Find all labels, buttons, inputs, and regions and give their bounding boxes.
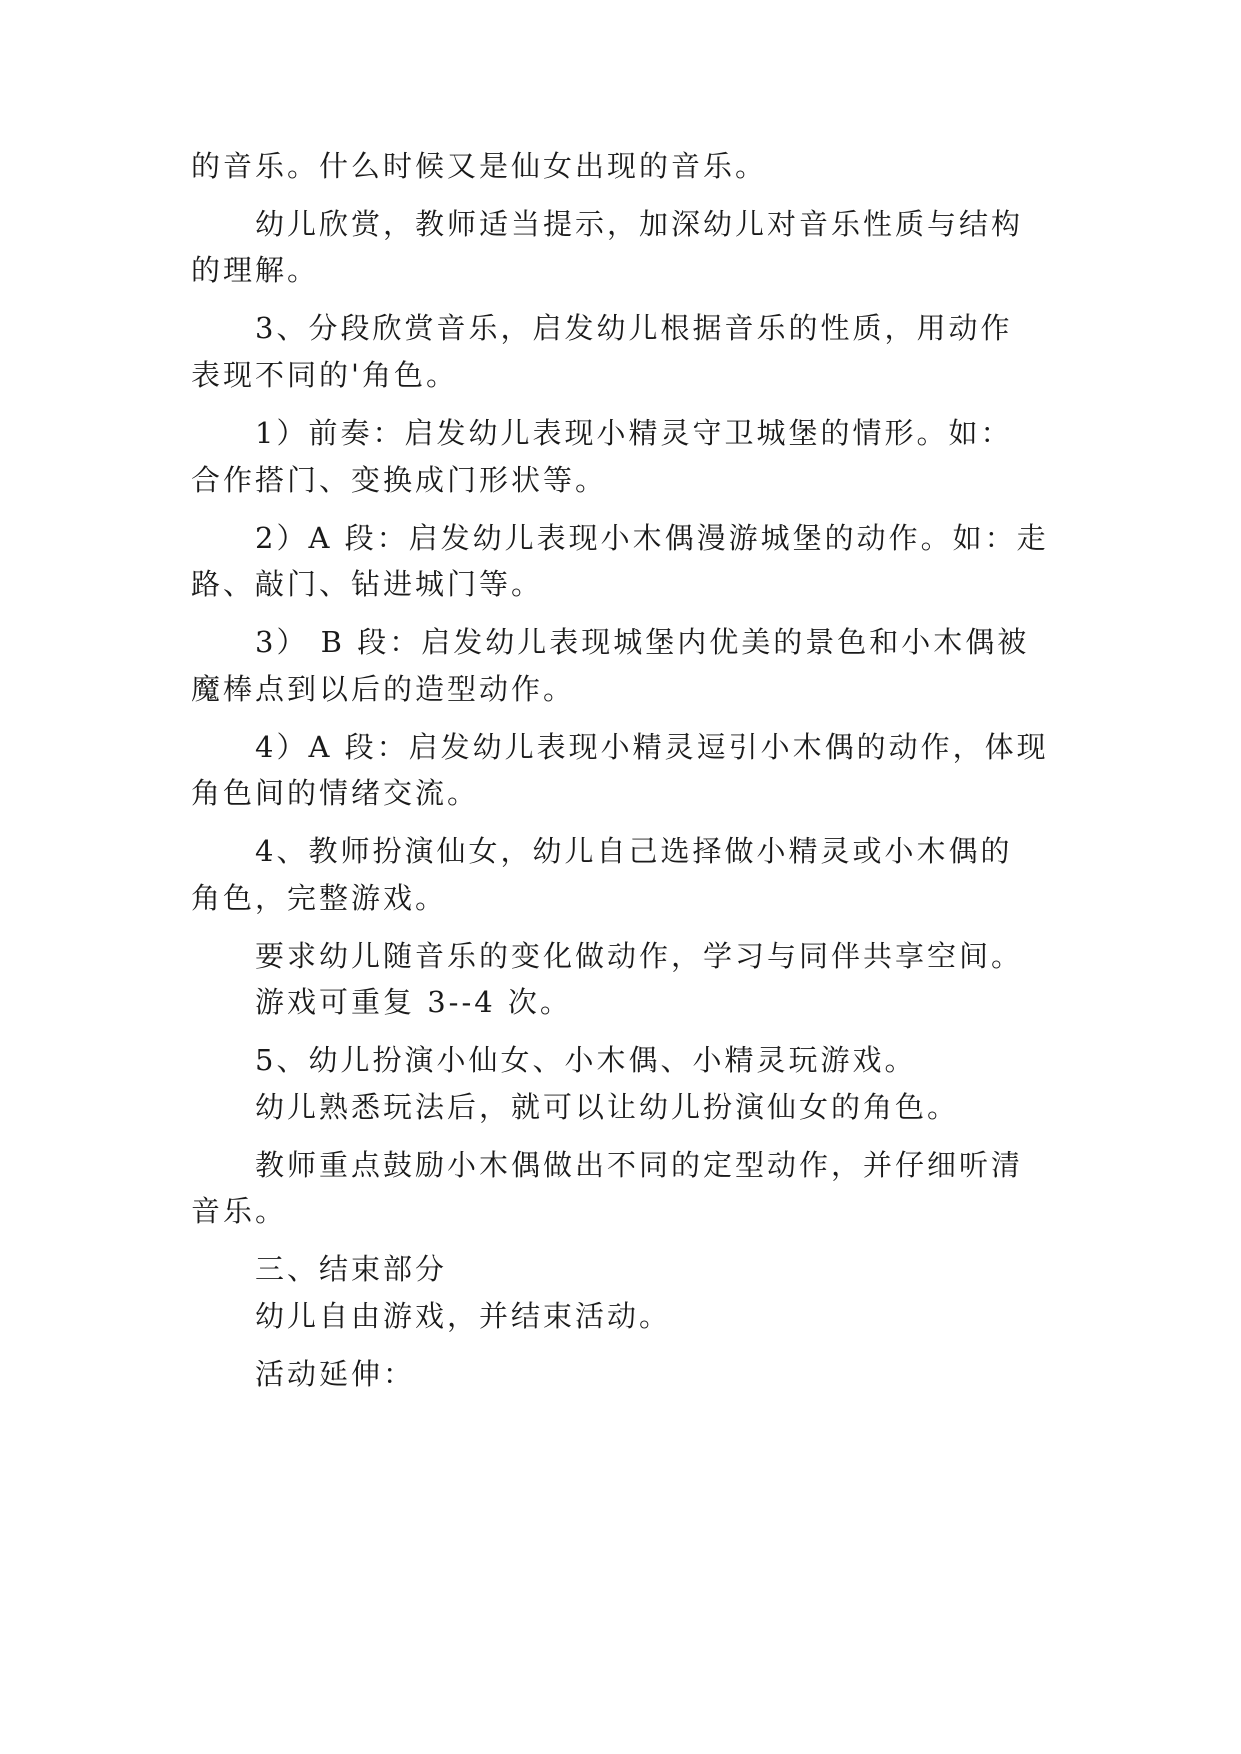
text-line: 5、幼儿扮演小仙女、小木偶、小精灵玩游戏。 bbox=[255, 1043, 917, 1077]
text-line: 要求幼儿随音乐的变化做动作，学习与同伴共享空间。 bbox=[255, 939, 1024, 973]
text-line: 角色间的情绪交流。 bbox=[191, 776, 480, 810]
text-line: 幼儿熟悉玩法后，就可以让幼儿扮演仙女的角色。 bbox=[255, 1090, 960, 1124]
text-line: 活动延伸： bbox=[255, 1357, 416, 1391]
text-line: 幼儿欣赏，教师适当提示，加深幼儿对音乐性质与结构 bbox=[255, 207, 1024, 241]
text-line: 1）前奏：启发幼儿表现小精灵守卫城堡的情形。如： bbox=[255, 416, 1013, 450]
text-line: 4、教师扮演仙女，幼儿自己选择做小精灵或小木偶的 bbox=[255, 834, 1013, 868]
text-line: 幼儿自由游戏，并结束活动。 bbox=[255, 1299, 672, 1333]
section-heading: 三、结束部分 bbox=[255, 1252, 448, 1286]
text-line: 角色，完整游戏。 bbox=[191, 881, 448, 915]
text-line: 2）A 段：启发幼儿表现小木偶漫游城堡的动作。如：走 bbox=[255, 521, 1049, 555]
text-line: 游戏可重复 3--4 次。 bbox=[255, 985, 572, 1019]
text-line: 路、敲门、钻进城门等。 bbox=[191, 567, 544, 601]
text-line: 音乐。 bbox=[191, 1194, 288, 1228]
text-line: 4）A 段：启发幼儿表现小精灵逗引小木偶的动作，体现 bbox=[255, 730, 1049, 764]
text-line: 3、分段欣赏音乐，启发幼儿根据音乐的性质，用动作 bbox=[255, 311, 1013, 345]
text-line: 的理解。 bbox=[191, 253, 320, 287]
text-line: 魔棒点到以后的造型动作。 bbox=[191, 672, 576, 706]
text-line: 合作搭门、变换成门形状等。 bbox=[191, 463, 608, 497]
text-line: 的音乐。什么时候又是仙女出现的音乐。 bbox=[191, 149, 768, 183]
text-line: 表现不同的'角色。 bbox=[191, 358, 458, 392]
text-line: 3） B 段：启发幼儿表现城堡内优美的景色和小木偶被 bbox=[255, 625, 1030, 659]
text-line: 教师重点鼓励小木偶做出不同的定型动作，并仔细听清 bbox=[255, 1148, 1024, 1182]
